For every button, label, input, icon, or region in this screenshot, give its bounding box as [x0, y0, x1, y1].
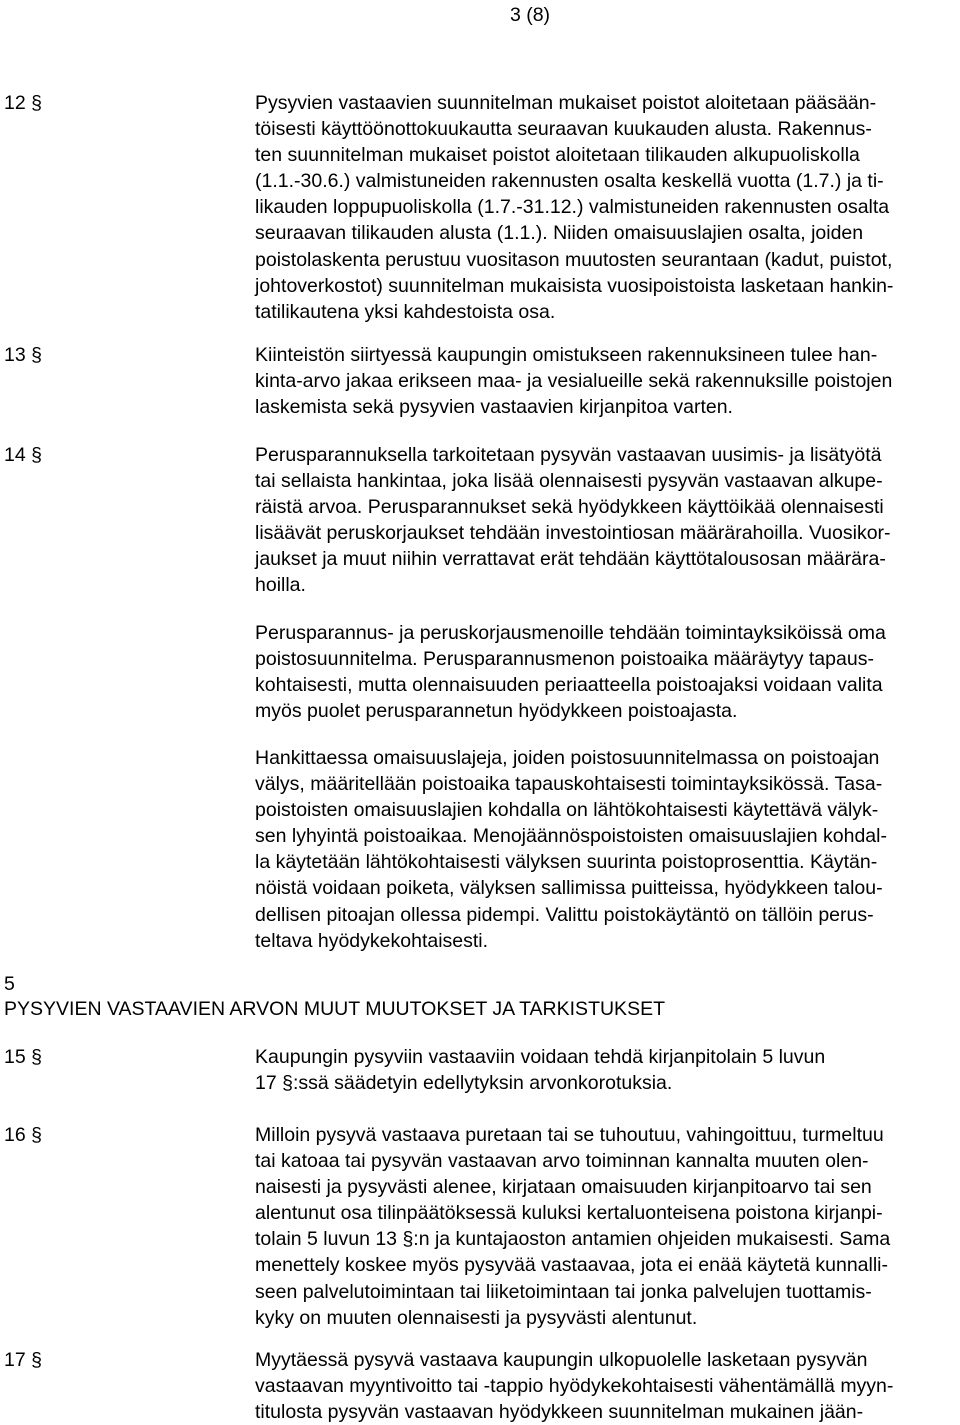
text-line: poistolaskenta perustuu vuositason muutosten seurantaan (kadut, puistot, — [255, 248, 893, 271]
section-body — [255, 620, 957, 724]
text-line: lisäävät peruskorjaukset tehdään investointiosan määrärahoilla. Vuosikor- — [255, 522, 891, 545]
section-body — [255, 1347, 957, 1425]
text-line: jaukset ja muut niihin verrattavat erät tehdään käyttötalousosan määrära- — [255, 548, 886, 571]
text-line: Hankittaessa omaisuuslajeja, joiden poistosuunnitelmassa on poistoajan — [255, 747, 880, 769]
section-number: 12 § — [4, 92, 42, 114]
text-line: titulosta pysyvän vastaavan hyödykkeen suunnitelman mukainen jään- — [255, 1401, 864, 1424]
text-line: tatilikautena yksi kahdestoista osa. — [255, 300, 556, 323]
text-line: (1.1.-30.6.) valmistuneiden rakennusten osalta keskellä vuotta (1.7.) ja ti- — [255, 170, 884, 193]
text-line: kyky on muuten olennaisesti ja pysyvästi alentunut. — [255, 1306, 698, 1329]
text-line: töisesti käyttöönottokuukautta seuraavan kuukauden alusta. Rakennus- — [255, 118, 872, 141]
text-line: Kiinteistön siirtyessä kaupungin omistukseen rakennuksineen tulee han- — [255, 344, 878, 366]
text-line: tai katoaa tai pysyvän vastaavan arvo toiminnan kannalta muuten olen- — [255, 1150, 869, 1173]
text-line: tai sellaista hankintaa, joka lisää olennaisesti pysyvän vastaavan alkupe- — [255, 470, 883, 493]
text-line: teltava hyödykekohtaisesti. — [255, 929, 489, 952]
text-line: Perusparannuksella tarkoitetaan pysyvän vastaavan uusimis- ja lisätyötä — [255, 444, 882, 466]
text-line: johtoverkostot) suunnitelman mukaisista vuosipoistoista lasketaan hankin- — [255, 274, 894, 297]
text-line: Milloin pysyvä vastaava puretaan tai se tuhoutuu, vahingoittuu, turmeltuu — [255, 1124, 884, 1146]
text-line: seen palvelutoimintaan tai liiketoimintaan tai jonka palvelujen tuottamis- — [255, 1280, 872, 1303]
text-line: tolain 5 luvun 13 §:n ja kuntajaoston antamien ohjeiden mukaisesti. Sama — [255, 1228, 891, 1251]
paragraph — [255, 1347, 957, 1425]
chapter-number: 5 — [4, 973, 15, 995]
text-line: Myytäessä pysyvä vastaava kaupungin ulkopuolelle lasketaan pysyvän — [255, 1349, 868, 1371]
text-line: Pysyvien vastaavien suunnitelman mukaiset poistot aloitetaan pääsään- — [255, 92, 877, 114]
text-line: sen lyhyintä poistoaikaa. Menojäännöspoistoisten omaisuuslajien kohdal- — [255, 825, 887, 848]
section-body — [255, 745, 957, 954]
section-body — [255, 1122, 957, 1331]
text-line: Perusparannus- ja peruskorjausmenoille tehdään toimintayksiköissä oma — [255, 622, 886, 644]
section-number: 16 § — [4, 1124, 42, 1146]
section-body — [255, 1044, 957, 1096]
section-number: 14 § — [4, 444, 42, 466]
text-line: laskemista sekä pysyvien vastaavien kirjanpitoa varten. — [255, 396, 733, 419]
paragraph — [255, 1044, 957, 1096]
text-line: poistoisten omaisuuslajien kohdalla on lähtökohtaisesti käytettävä välyk- — [255, 799, 879, 822]
text-line: ten suunnitelman mukaiset poistot aloitetaan tilikauden alkupuoliskolla — [255, 144, 860, 167]
text-line: hoilla. — [255, 574, 306, 597]
text-line: kinta-arvo jakaa erikseen maa- ja vesialueille sekä rakennuksille poistojen — [255, 370, 893, 393]
text-line: menettely koskee myös pysyvää vastaavaa, jota ei enää käytetä kunnalli- — [255, 1254, 889, 1277]
text-line: myös puolet perusparannetun hyödykkeen poistoajasta. — [255, 700, 738, 723]
section-body — [255, 90, 957, 325]
text-line: seuraavan tilikauden alusta (1.1.). Niiden omaisuuslajien osalta, joiden — [255, 222, 864, 245]
text-line: la käytetään lähtökohtaisesti välyksen suurinta poistoprosenttia. Käytän- — [255, 851, 878, 874]
text-line: vastaavan myyntivoitto tai -tappio hyödykekohtaisesti vähentämällä myyn- — [255, 1375, 894, 1398]
text-line: kohtaisesti, mutta olennaisuuden periaatteella poistoajaksi voidaan valita — [255, 674, 883, 697]
text-line: likauden loppupuoliskolla (1.7.-31.12.) valmistuneiden rakennusten osalta — [255, 196, 890, 219]
section-number: 17 § — [4, 1349, 42, 1371]
text-line: räistä arvoa. Perusparannukset sekä hyödykkeen käyttöikää olennaisesti — [255, 496, 884, 519]
text-line: nöistä voidaan poiketa, välyksen sallimissa puitteissa, hyödykkeen talou- — [255, 877, 883, 900]
paragraph — [255, 90, 957, 325]
text-line: naisesti ja pysyvästi alenee, kirjataan omaisuuden kirjanpitoarvo tai sen — [255, 1176, 872, 1199]
paragraph — [255, 342, 957, 420]
text-line: Kaupungin pysyviin vastaaviin voidaan tehdä kirjanpitolain 5 luvun — [255, 1046, 826, 1068]
paragraph — [255, 442, 957, 599]
page-number: 3 (8) — [509, 4, 551, 26]
section-number: 13 § — [4, 344, 42, 366]
text-line: 17 §:ssä säädetyin edellytyksin arvonkorotuksia. — [255, 1072, 673, 1095]
section-body — [255, 342, 957, 420]
text-line: alentunut osa tilinpäätöksessä kuluksi kertaluonteisena poistona kirjanpi- — [255, 1202, 883, 1225]
paragraph — [255, 745, 957, 954]
chapter-title: PYSYVIEN VASTAAVIEN ARVON MUUT MUUTOKSET JA TARKISTUKSET — [4, 998, 665, 1020]
section-number: 15 § — [4, 1046, 42, 1068]
text-line: dellisen pitoajan ollessa pidempi. Valittu poistokäytäntö on tällöin perus- — [255, 903, 874, 926]
section-body — [255, 442, 957, 599]
paragraph — [255, 1122, 957, 1331]
text-line: poistosuunnitelma. Perusparannusmenon poistoaika määräytyy tapaus- — [255, 648, 874, 671]
paragraph — [255, 620, 957, 724]
text-line: välys, määritellään poistoaika tapauskohtaisesti toimintayksikössä. Tasa- — [255, 773, 883, 796]
